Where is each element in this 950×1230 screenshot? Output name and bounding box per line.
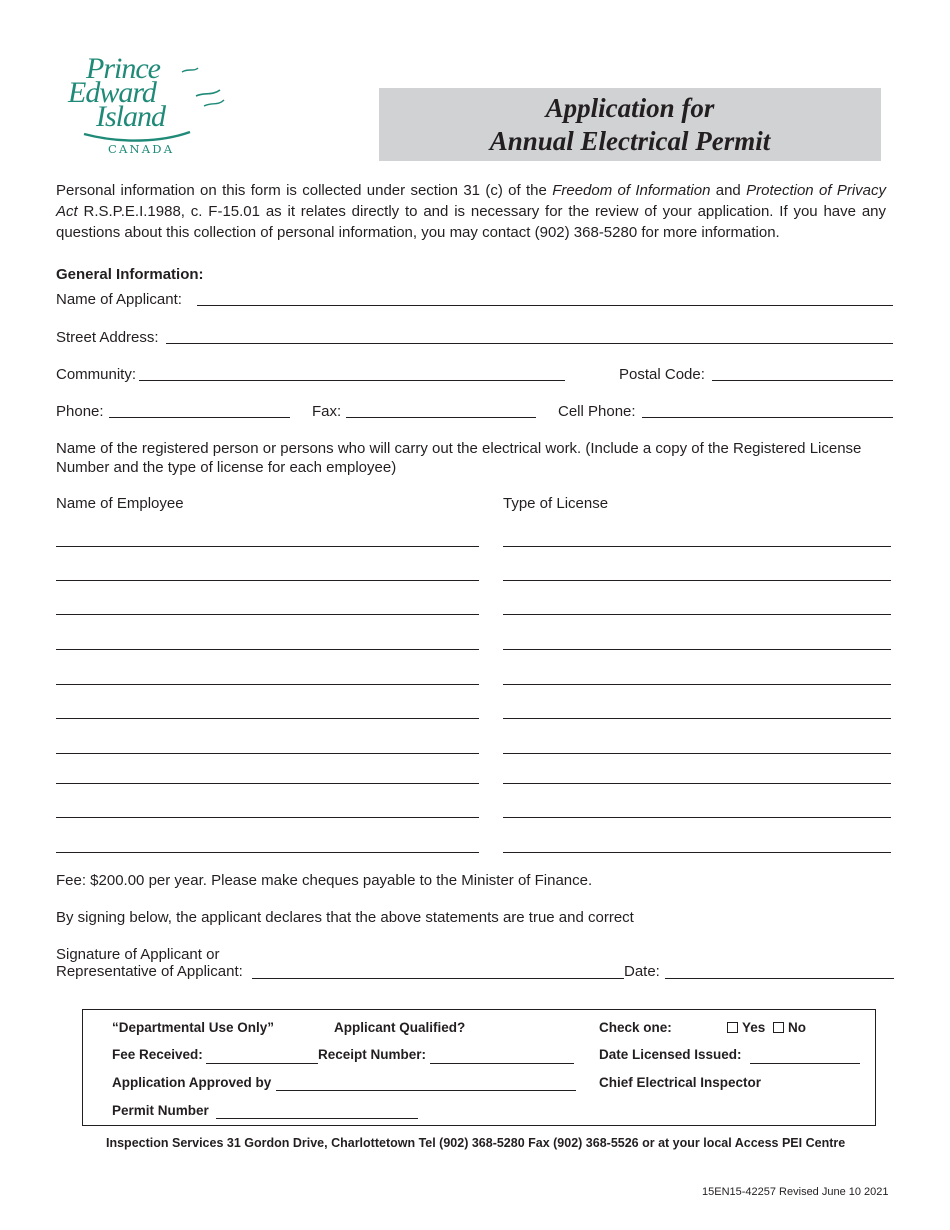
receipt-number-label: Receipt Number:	[318, 1047, 427, 1062]
license-type-row-2[interactable]	[503, 580, 891, 581]
license-type-row-5[interactable]	[503, 684, 891, 685]
approved-by-label: Application Approved by	[112, 1075, 272, 1090]
check-one-label: Check one:	[599, 1020, 672, 1035]
departmental-use-box	[82, 1009, 876, 1126]
chief-inspector-label: Chief Electrical Inspector	[599, 1075, 762, 1090]
name-of-applicant-field[interactable]	[197, 305, 893, 306]
receipt-number-field[interactable]	[430, 1063, 574, 1064]
contact-footer: Inspection Services 31 Gordon Drive, Charlottetown Tel (902) 368-5280 Fax (902) 368-5526 or at your local Access PEI Centre	[106, 1136, 846, 1150]
employee-name-row-4[interactable]	[56, 649, 479, 650]
employee-name-row-6[interactable]	[56, 718, 479, 719]
no-label: No	[788, 1020, 806, 1035]
postal-code-field[interactable]	[712, 380, 893, 381]
signature-label-line-2: Representative of Applicant:	[56, 963, 243, 980]
license-type-row-7[interactable]	[503, 753, 891, 754]
name-of-applicant-label: Name of Applicant:	[56, 291, 182, 308]
logo-island: Island	[96, 100, 165, 133]
checkbox-icon	[727, 1022, 738, 1033]
license-type-row-8[interactable]	[503, 783, 891, 784]
col-type-of-license: Type of License	[503, 495, 609, 512]
employee-name-row-1[interactable]	[56, 546, 479, 547]
employee-name-row-2[interactable]	[56, 580, 479, 581]
privacy-text-1: Personal information on this form is collected under section 31 (c) of the	[56, 182, 553, 199]
license-type-row-4[interactable]	[503, 649, 891, 650]
phone-label: Phone:	[56, 403, 104, 420]
community-field[interactable]	[139, 380, 565, 381]
general-info-heading: General Information:	[56, 266, 204, 283]
fee-received-field[interactable]	[206, 1063, 318, 1064]
employee-name-row-5[interactable]	[56, 684, 479, 685]
revision-code: 15EN15-42257 Revised June 10 2021	[702, 1186, 889, 1198]
applicant-qualified-label: Applicant Qualified?	[334, 1020, 466, 1035]
employee-name-row-9[interactable]	[56, 817, 479, 818]
fee-received-label: Fee Received:	[112, 1047, 203, 1062]
date-field[interactable]	[665, 978, 894, 979]
approved-by-field[interactable]	[276, 1090, 576, 1091]
date-licensed-label: Date Licensed Issued:	[599, 1047, 742, 1062]
cell-phone-label: Cell Phone:	[558, 403, 636, 420]
date-label: Date:	[624, 963, 660, 980]
license-type-row-9[interactable]	[503, 817, 891, 818]
community-label: Community:	[56, 366, 137, 383]
permit-number-field[interactable]	[216, 1118, 418, 1119]
license-type-row-1[interactable]	[503, 546, 891, 547]
privacy-and: and	[710, 182, 747, 199]
street-address-field[interactable]	[166, 343, 893, 344]
employee-name-row-8[interactable]	[56, 783, 479, 784]
declaration-text: By signing below, the applicant declares that the above statements are true and correct	[56, 909, 634, 926]
no-checkbox[interactable]	[773, 1020, 806, 1035]
date-licensed-field[interactable]	[750, 1063, 860, 1064]
street-address-label: Street Address:	[56, 329, 159, 346]
col-name-of-employee: Name of Employee	[56, 495, 184, 512]
logo-edward: Edward	[68, 76, 156, 109]
cell-phone-field[interactable]	[642, 417, 893, 418]
phone-field[interactable]	[109, 417, 290, 418]
signature-field[interactable]	[252, 978, 624, 979]
ppa-act-name: Protection of Privacy Act	[56, 182, 886, 220]
employee-name-row-7[interactable]	[56, 753, 479, 754]
privacy-notice	[56, 180, 886, 243]
logo-canada: CANADA	[108, 142, 175, 156]
employee-instruction: Name of the registered person or persons who will carry out the electrical work. (Include a copy of the Registered License Number and the type of license for each employee)	[56, 440, 862, 476]
license-type-row-3[interactable]	[503, 614, 891, 615]
license-type-row-10[interactable]	[503, 852, 891, 853]
yes-checkbox[interactable]	[727, 1020, 765, 1035]
logo-prince: Prince	[86, 52, 160, 85]
yes-label: Yes	[742, 1020, 766, 1035]
privacy-text-2: R.S.P.E.I.1988, c. F-15.01 as it relates directly to and is necessary for the review of your application. If you have any questions about this collection of personal information, you may contact (902) 368-5280 for more information.	[56, 203, 886, 241]
employee-name-row-3[interactable]	[56, 614, 479, 615]
signature-label-line-1: Signature of Applicant or	[56, 946, 220, 963]
fax-label: Fax:	[312, 403, 342, 420]
permit-number-label: Permit Number	[112, 1103, 209, 1118]
postal-code-label: Postal Code:	[619, 366, 705, 383]
departmental-use-only-label: “Departmental Use Only”	[112, 1020, 275, 1035]
checkbox-icon	[773, 1022, 784, 1033]
employee-name-row-10[interactable]	[56, 852, 479, 853]
pei-logo	[62, 50, 232, 162]
fax-field[interactable]	[346, 417, 536, 418]
form-title-box	[379, 88, 881, 161]
foi-act-name: Freedom of Information	[552, 182, 711, 199]
fee-text: Fee: $200.00 per year. Please make cheques payable to the Minister of Finance.	[56, 872, 593, 889]
title-line-1: Application for	[545, 92, 715, 123]
license-type-row-6[interactable]	[503, 718, 891, 719]
title-line-2: Annual Electrical Permit	[489, 125, 771, 156]
